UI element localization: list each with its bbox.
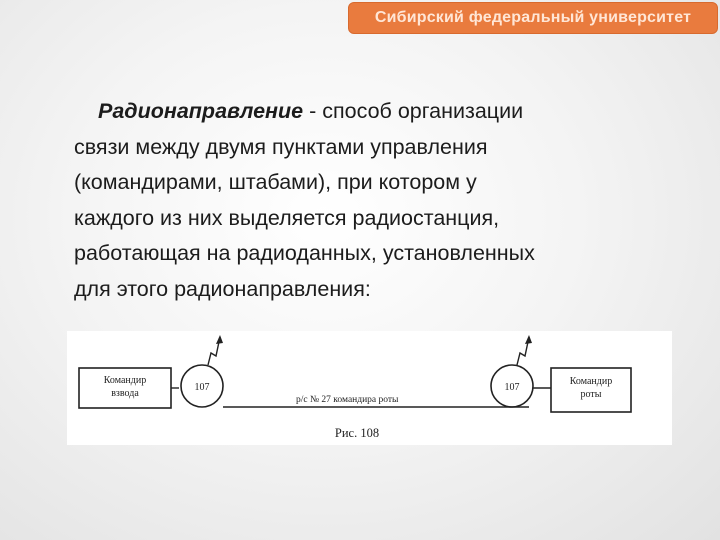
left-box-label-2: взвода xyxy=(111,388,139,399)
diagram-svg xyxy=(67,331,672,445)
right-antenna-arrow-icon xyxy=(525,335,532,344)
university-name: Сибирский федеральный университет xyxy=(374,9,692,26)
left-box-label-1: Командир xyxy=(103,375,147,386)
right-box-label-1: Командир xyxy=(569,376,613,387)
link-label: р/с № 27 командира роты xyxy=(296,395,399,405)
left-antenna-arrow-icon xyxy=(216,335,223,344)
radio-link-diagram xyxy=(67,331,672,445)
definition-line-1-text: - способ организации xyxy=(303,99,524,123)
definition-term: Радионаправление xyxy=(98,99,304,123)
definition-line-5: работающая на радиоданных, установленных xyxy=(74,241,535,265)
left-station-number: 107 xyxy=(194,382,210,393)
right-box-label-2: роты xyxy=(580,389,602,400)
definition-line-1 xyxy=(74,94,684,130)
definition-line-3: (командирами, штабами), при котором у xyxy=(74,170,477,194)
definition-line-6: для этого радионаправления: xyxy=(74,276,371,301)
definition-text xyxy=(74,94,684,307)
definition-line-2: связи между двумя пунктами управления xyxy=(74,134,488,159)
definition-line-4: каждого из них выделяется радиостанция, xyxy=(74,205,500,230)
university-header-bar xyxy=(348,2,718,34)
right-station-number: 107 xyxy=(504,382,520,393)
figure-caption: Рис. 108 xyxy=(334,426,380,440)
